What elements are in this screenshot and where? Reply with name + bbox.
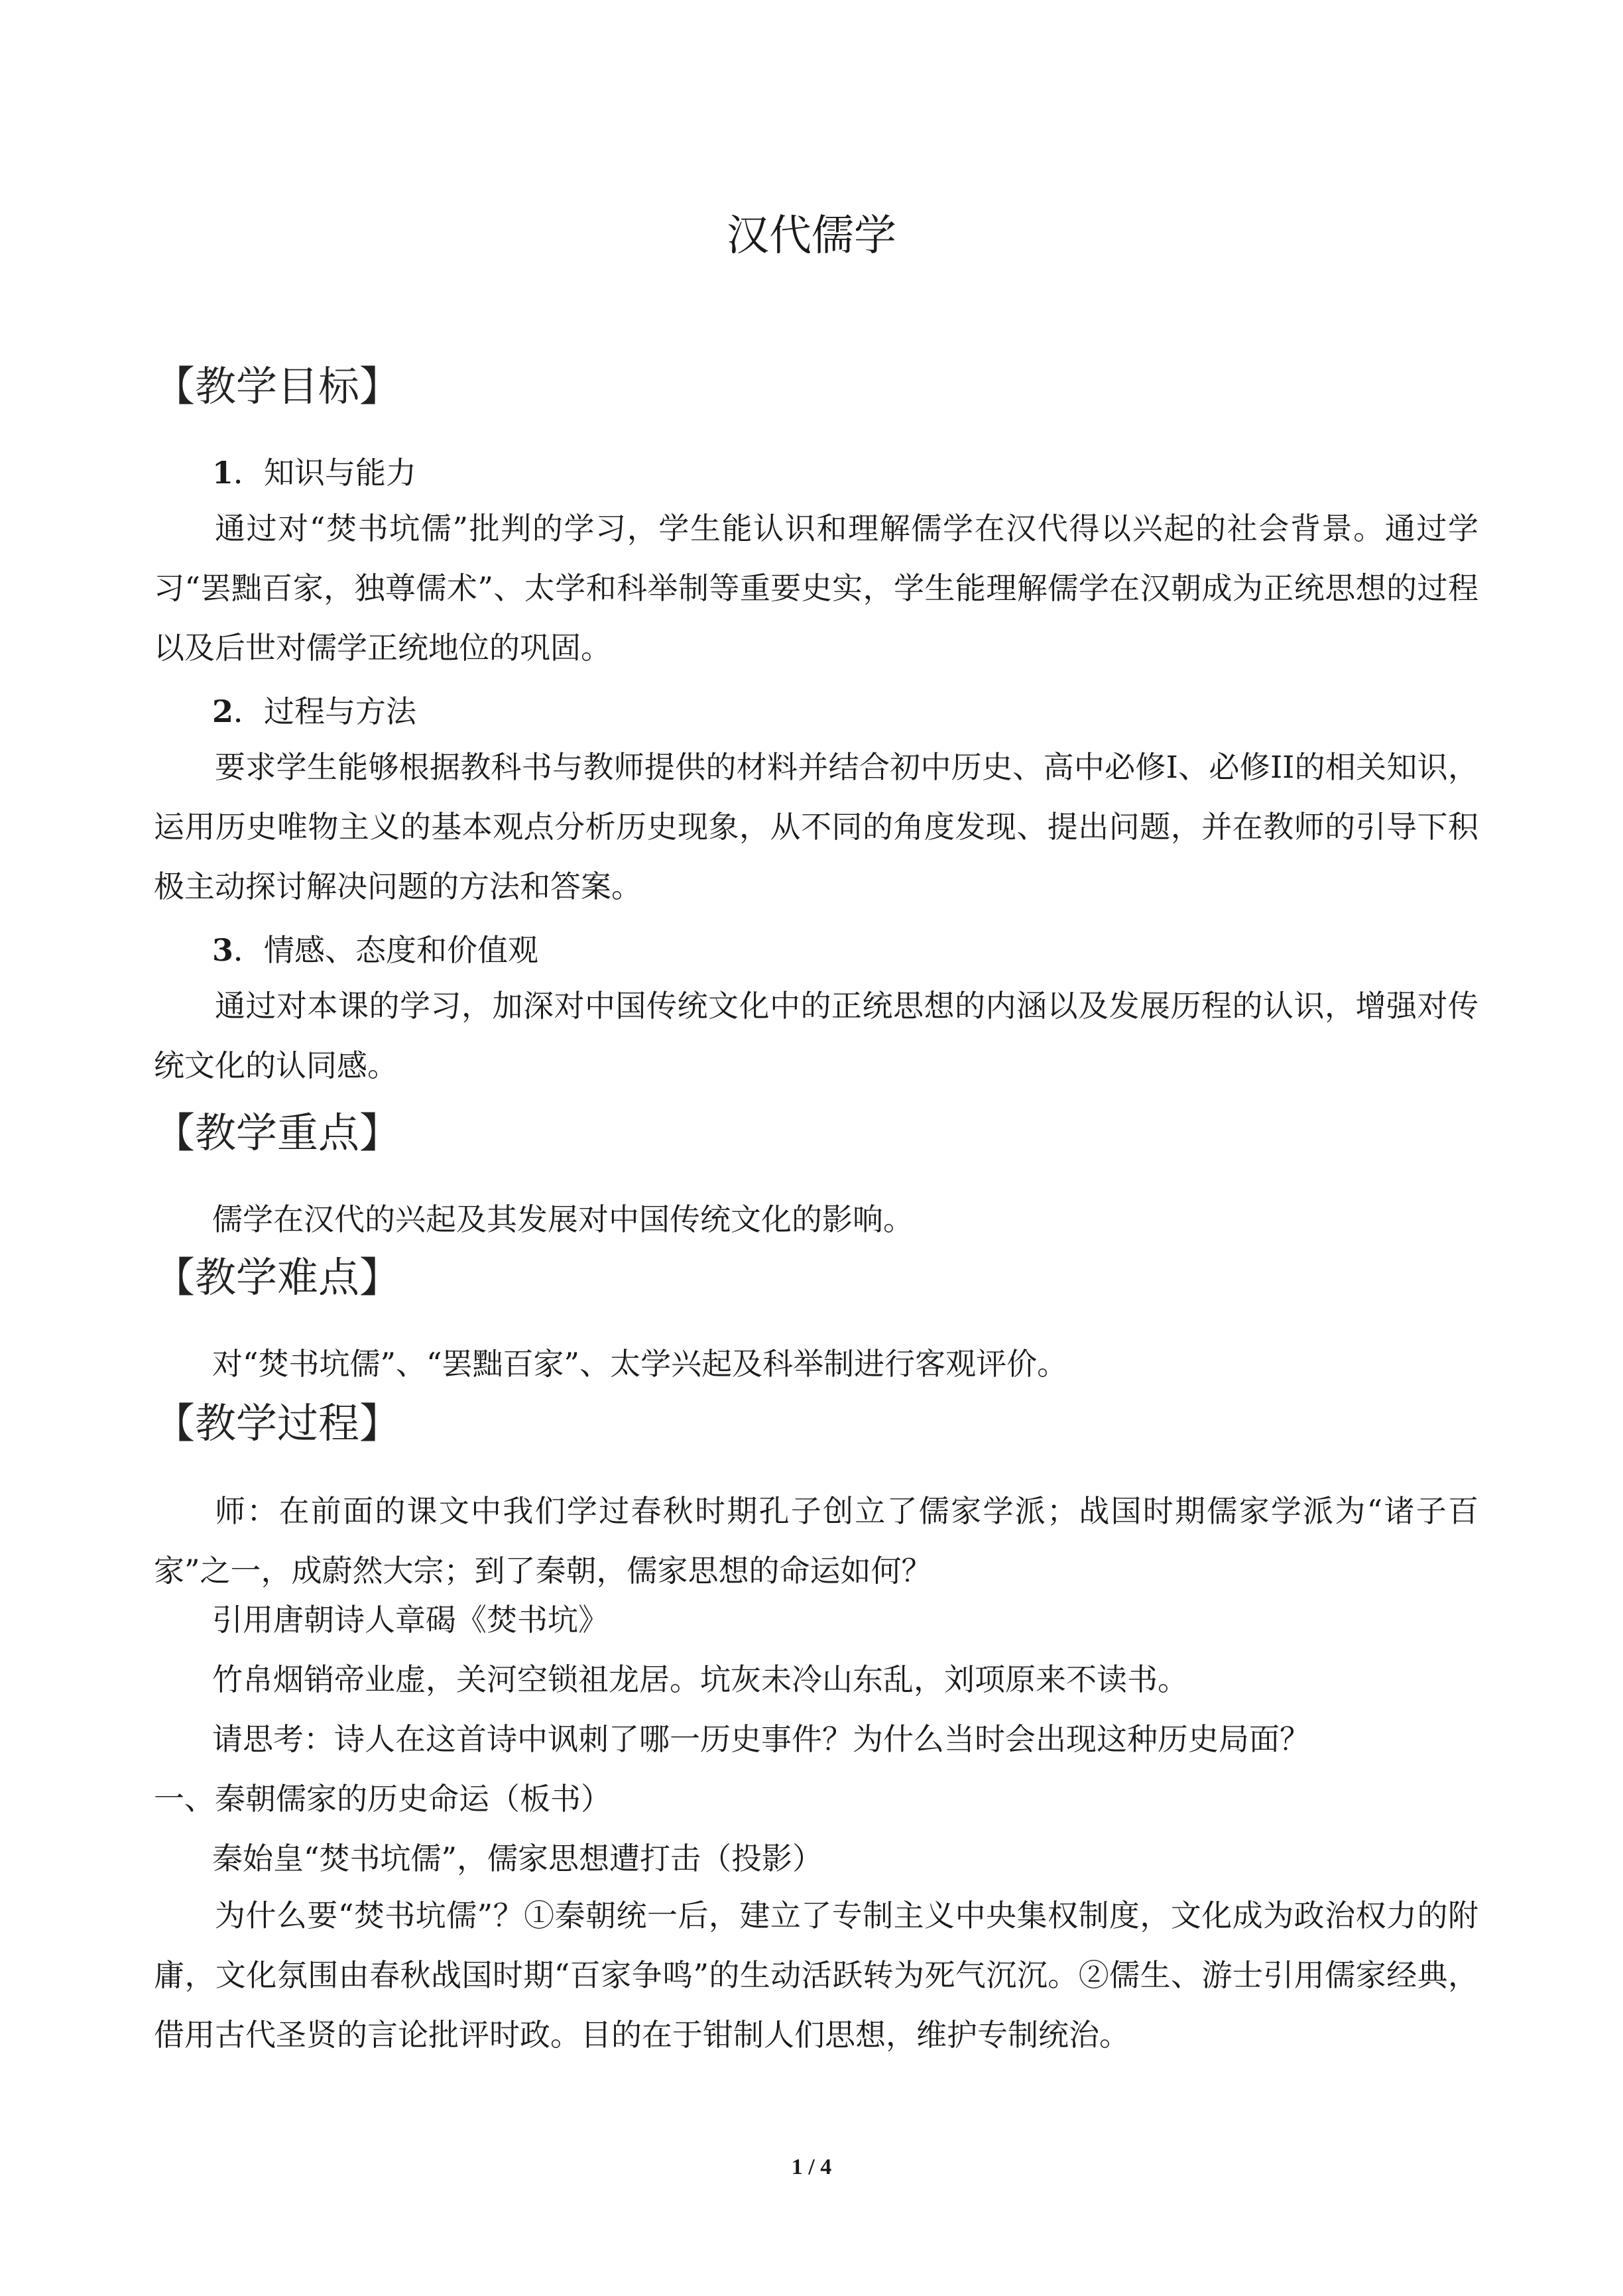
page-number: 1 / 4 (791, 2155, 832, 2179)
objective-1-title: 1．知识与能力 (212, 455, 417, 491)
objective-2-text: 要求学生能够根据教科书与教师提供的材料并结合初中历史、高中必修I、必修II的相关知识，运用历史唯物主义的基本观点分析历史现象，从不同的角度发现、提出问题，并在教师的引导下积极主动探讨解决问题的方法和答案。 (154, 749, 1478, 904)
process-heading: 【教学过程】 (154, 1399, 401, 1447)
key-points-text: 儒学在汉代的兴起及其发展对中国传统文化的影响。 (212, 1201, 914, 1237)
objective-3-number: 3 (212, 932, 234, 968)
objective-1-text: 通过对“焚书坑儒”批判的学习，学生能认识和理解儒学在汉代得以兴起的社会背景。通过学习“罢黜百家，独尊儒术”、太学和科举制等重要史实，学生能理解儒学在汉朝成为正统思想的过程以及后世对儒学正统地位的巩固。 (154, 511, 1478, 666)
quote-source: 引用唐朝诗人章碣《焚书坑》 (212, 1602, 609, 1638)
part1-text: 为什么要“焚书坑儒”？①秦朝统一后，建立了专制主义中央集权制度，文化成为政治权力的附庸，文化氛围由春秋战国时期“百家争鸣”的生动活跃转为死气沉沉。②儒生、游士引用儒家经典，借用古代圣贤的言论批评时政。目的在于钳制人们思想，维护专制统治。 (154, 1898, 1478, 2053)
process-intro: 师：在前面的课文中我们学过春秋时期孔子创立了儒家学派；战国时期儒家学派为“诸子百家”之一，成蔚然大宗；到了秦朝，儒家思想的命运如何？ (154, 1493, 1478, 1589)
objective-3-label: 情感、态度和价值观 (264, 932, 539, 968)
part1-title: 一、秦朝儒家的历史命运（板书） (154, 1781, 611, 1817)
objective-2-number: 2 (212, 694, 234, 729)
objective-3-text: 通过对本课的学习，加深对中国传统文化中的正统思想的内涵以及发展历程的认识，增强对传统文化的认同感。 (154, 988, 1478, 1083)
page-title: 汉代儒学 (727, 211, 896, 261)
poem-text: 竹帛烟销帝业虚，关河空锁祖龙居。坑灰未冷山东乱，刘项原来不读书。 (212, 1662, 1188, 1697)
objective-2-title: 2．过程与方法 (212, 694, 417, 729)
difficulties-heading: 【教学难点】 (154, 1253, 401, 1301)
key-points-heading: 【教学重点】 (154, 1109, 401, 1157)
part1-subtitle: 秦始皇“焚书坑儒”，儒家思想遭打击（投影） (212, 1841, 823, 1876)
question-text: 请思考：诗人在这首诗中讽刺了哪一历史事件？为什么当时会出现这种历史局面？ (212, 1721, 1310, 1757)
objectives-heading: 【教学目标】 (154, 362, 401, 410)
objective-1-label: 知识与能力 (264, 455, 417, 491)
objective-2-label: 过程与方法 (264, 694, 417, 729)
objective-1-number: 1 (212, 455, 234, 491)
objective-3-title: 3．情感、态度和价值观 (212, 932, 539, 968)
difficulties-text: 对“焚书坑儒”、“罢黜百家”、太学兴起及科举制进行客观评价。 (212, 1346, 1068, 1382)
